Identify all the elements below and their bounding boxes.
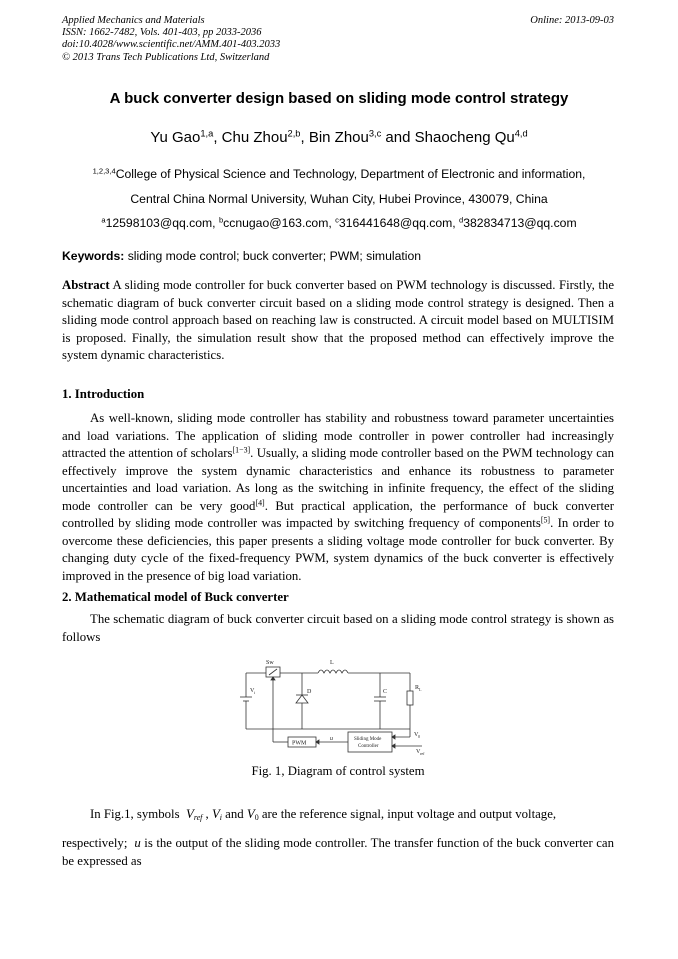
- keywords-label: Keywords:: [62, 249, 125, 263]
- email-link[interactable]: 316441648@qq.com: [338, 216, 453, 230]
- resistor-body: [407, 691, 413, 705]
- author-list: [40, 129, 638, 146]
- author-affil-mark: 4,d: [514, 128, 528, 139]
- inductor-label: L: [330, 660, 334, 666]
- body-text: is the output of the sliding mode controller. The transfer function of the buck converter can be expressed as: [62, 836, 614, 868]
- arrow-head: [316, 740, 319, 744]
- author-name: Bin Zhou: [308, 129, 369, 146]
- body-text: are the reference signal, input voltage and output voltage,: [258, 807, 557, 821]
- control-signal-label: u: [330, 736, 333, 742]
- issn-line: ISSN: 1662-7482, Vols. 401-403, pp 2033-2036: [62, 27, 262, 39]
- abstract-label: Abstract: [62, 278, 110, 292]
- smc-label-line2: Controller: [358, 744, 379, 749]
- resistor-label: R: [415, 685, 420, 691]
- capacitor-label: C: [383, 689, 388, 695]
- journal-header: [62, 15, 614, 64]
- switch-blade: [269, 669, 277, 675]
- diode-label: D: [307, 689, 312, 695]
- symbol-vi: V: [211, 807, 220, 821]
- arrow-head: [392, 744, 395, 748]
- model-text: The schematic diagram of buck converter circuit based on a sliding mode control strategy is shown as follows: [62, 612, 614, 644]
- circuit-svg: [232, 655, 444, 755]
- email-link[interactable]: 382834713@qq.com: [463, 216, 577, 230]
- author-separator: ,: [300, 129, 309, 146]
- author-separator: ,: [213, 129, 222, 146]
- arrow-head: [271, 677, 275, 680]
- intro-text: . Usually, a sliding mode controller based on the PWM technology can effectively improve the system dynamic characteristics and enhance its robustness to parameter uncertainties and load variation. As long as the switching in infinite frequency, the effect of the sliding mode controller can be very good: [62, 446, 614, 513]
- citation[interactable]: [4]: [255, 497, 265, 507]
- affiliation-line-2: Central China Normal University, Wuhan City, Hubei Province, 430079, China: [130, 192, 548, 206]
- author-name: Yu Gao: [150, 129, 201, 146]
- author-name: Chu Zhou: [221, 129, 288, 146]
- symbol-v0: V: [246, 807, 255, 821]
- author-name: Shaocheng Qu: [414, 129, 515, 146]
- email-mark: c: [335, 215, 339, 225]
- affiliation-text: College of Physical Science and Technology, Department of Electronic and information,: [115, 167, 586, 181]
- citation[interactable]: [5]: [540, 515, 551, 525]
- reference-voltage-subscript: ref: [420, 751, 425, 755]
- symbol-subscript: ref: [193, 812, 203, 822]
- resistor-subscript: L: [419, 687, 422, 692]
- doi-line: doi:10.4028/www.scientific.net/AMM.401-403.2033: [62, 39, 281, 51]
- online-date: Online: 2013-09-03: [530, 15, 614, 26]
- body-text: In Fig.1, symbols: [90, 807, 180, 821]
- section-heading-introduction: 1. Introduction: [62, 387, 145, 401]
- citation[interactable]: [1−3]: [232, 445, 251, 455]
- figure-caption: Fig. 1, Diagram of control system: [251, 764, 425, 778]
- keywords-text: sliding mode control; buck converter; PWM; simulation: [127, 249, 421, 263]
- affiliation-mark: 1,2,3,4: [92, 166, 116, 176]
- intro-text: . But practical application, the performance of buck converter controlled by sliding mode controller was impacted by switching frequency of components: [62, 498, 614, 530]
- author-affil-mark: 3,c: [368, 128, 382, 139]
- email-link[interactable]: ccnugao@163.com: [223, 216, 329, 230]
- intro-text: As well-known, sliding mode controller has stability and robustness toward parameter uncertainties and load variations. The application of sliding mode controller in power controller had increasingly attracted the attention of scholars: [62, 411, 614, 460]
- symbol-u: u: [134, 836, 141, 850]
- transfer-function-paragraph: [62, 835, 614, 870]
- arrow-head: [392, 735, 395, 739]
- model-paragraph: [62, 611, 614, 646]
- reference-voltage-label: V: [416, 749, 421, 755]
- email-link[interactable]: 12598103@qq.com: [105, 216, 213, 230]
- keywords-line: [62, 249, 614, 263]
- input-voltage-label: V: [250, 688, 255, 694]
- author-affil-mark: 1,a: [200, 128, 214, 139]
- email-list: $^a$12598103@qq.com, $^b$ccnugao@163.com, $^c$316441648@qq.com, $^d$382834713@qq.com: [101, 215, 577, 230]
- symbol-subscript: i: [219, 812, 222, 822]
- journal-name: Applied Mechanics and Materials: [62, 15, 205, 26]
- inductor-coil: [318, 670, 348, 673]
- output-voltage-subscript: 0: [418, 734, 420, 739]
- output-voltage-label: V: [414, 732, 419, 738]
- switch-label: Sw: [266, 660, 274, 666]
- email-mark: a: [101, 215, 106, 225]
- author-affil-mark: 2,b: [287, 128, 301, 139]
- abstract: [62, 277, 614, 365]
- author-separator: and: [381, 129, 415, 146]
- paper-title: A buck converter design based on sliding mode control strategy: [109, 90, 569, 107]
- body-text: ,: [202, 807, 212, 821]
- body-text: respectively;: [62, 836, 128, 850]
- diode-body: [296, 695, 308, 703]
- symbol-vref: V: [186, 807, 194, 821]
- pwm-label: PWM: [292, 740, 307, 747]
- symbol-subscript: 0: [254, 812, 259, 822]
- body-text: and: [221, 807, 247, 821]
- input-voltage-subscript: i: [254, 690, 256, 695]
- email-mark: b: [218, 215, 224, 225]
- copyright-line: © 2013 Trans Tech Publications Ltd, Switzerland: [62, 51, 270, 63]
- intro-text: . In order to overcome these deficiencies, this paper presents a sliding voltage mode controller for buck converter. By changing duty cycle of the fixed-frequency PWM, system dynamics of the buck converter is effectively improved in the presence of big load variation.: [62, 516, 614, 583]
- section-heading-model: 2. Mathematical model of Buck converter: [62, 590, 289, 604]
- introduction-paragraph: [62, 410, 614, 585]
- control-system-diagram: [232, 655, 444, 755]
- smc-label-line1: Sliding Mode: [354, 737, 382, 742]
- abstract-text: A sliding mode controller for buck converter based on PWM technology is discussed. Firstly, the schematic diagram of buck converter circuit based on a sliding mode control strategy is designed. Then a sliding mode control approach based on reaching law is constructed. A circuit model based on MULTISIM is proposed. Finally, the simulation result show that the proposed method can effectively improve the system dynamic characteristics.: [62, 278, 614, 362]
- symbols-line: [62, 806, 614, 824]
- affiliation-line-1: [30, 167, 648, 181]
- smc-block: [348, 732, 392, 752]
- email-mark: d: [459, 215, 464, 225]
